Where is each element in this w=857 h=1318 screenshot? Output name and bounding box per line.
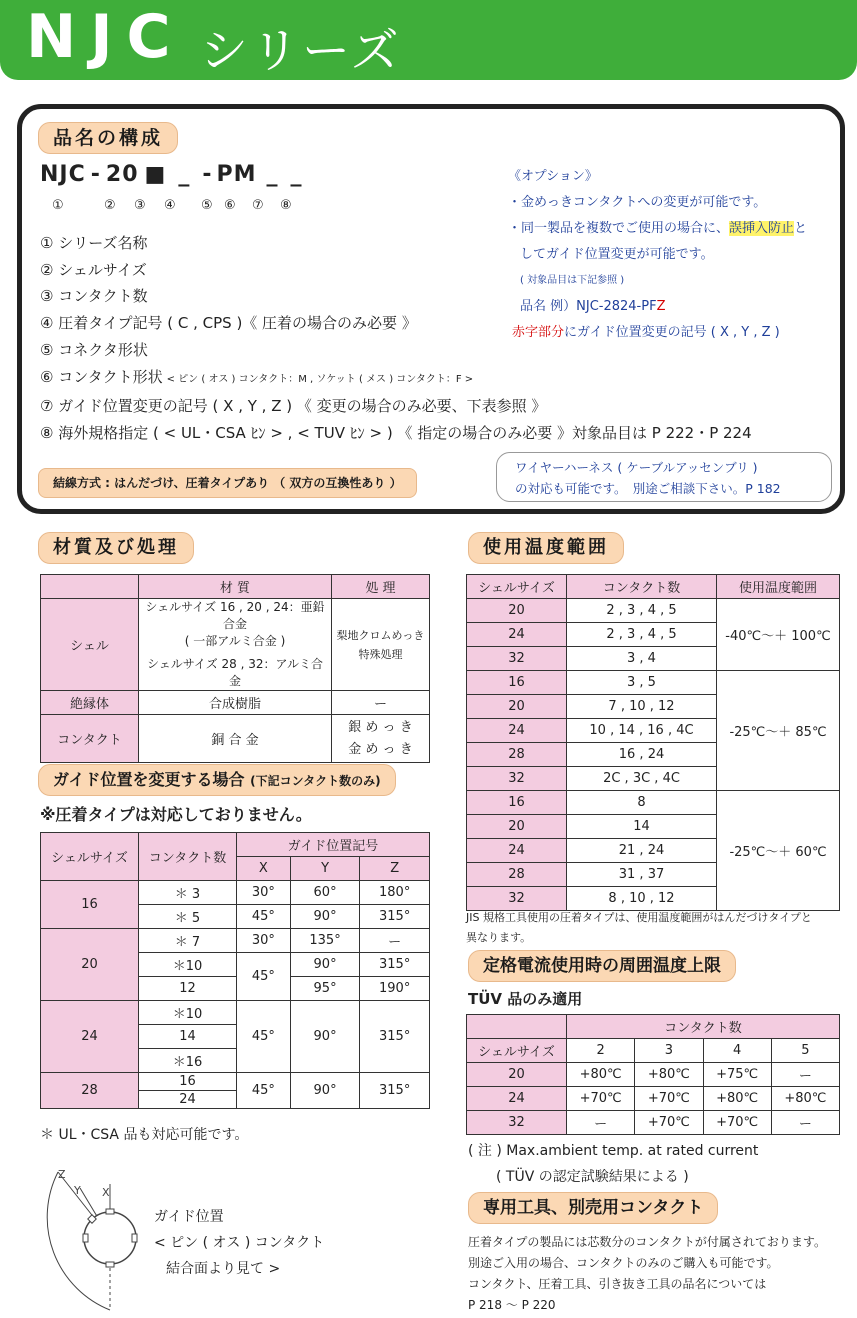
circled-7: ⑦ [252, 198, 264, 213]
diagram-caption: ガイド位置 < ピン ( オス ) コンタクト 結合面より見て > [154, 1209, 325, 1277]
rated-note: ( 注 ) Max.ambient temp. at rated current ( TÜV の認定試験結果による ) [468, 1143, 759, 1185]
code-contacts: ■ [144, 162, 167, 187]
code-standard: _ [290, 162, 303, 187]
temperature-title: 使用温度範囲 [468, 532, 624, 564]
harness-box [496, 452, 832, 502]
naming-item-4: ④ 圧着タイプ記号 ( C , CPS )《 圧着の場合のみ必要 》 [40, 314, 417, 333]
harness-line-2: の対応も可能です。 別途ご相談下さい。P 182 [515, 481, 781, 496]
code-guide: _ [266, 162, 279, 187]
guide-title: ガイド位置を変更する場合 (下記コンタクト数のみ) [38, 764, 396, 796]
series-kana: シリーズ [200, 23, 402, 79]
option-title: 《オプション》 [508, 169, 598, 184]
wiring-method: 結線方式 : はんだづけ、圧着タイプあり （ 双方の互換性あり ） [38, 468, 417, 498]
temperature-table: シェルサイズ コンタクト数 使用温度範囲 20 2 , 3 , 4 , 5 -40℃～＋ 100℃ 24 2 , 3 , 4 , 5 32 3 , 4 16 3 , 5 -25℃～＋ 85℃ 20 7 , 10 , 12 24 10 , 14 , 16 , 4C 28 16 , 24 32 2C , 3C , 4C 16 8 -25℃～＋ 60℃ 20 14 24 21 , 24 28 31 , 37 32 8 , 10 , 12 [466, 574, 840, 911]
label-z: Z [58, 1168, 66, 1181]
material-table: 材 質 処 理 シェル シェルサイズ 16 , 20 , 24：亜鉛合金 ( 一部アルミ合金 ) シェルサイズ 28 , 32：アルミ合金 梨地クロムめっき 特殊処理 絶縁体 合成樹脂 ー コンタクト 銅 合 金 銀 め っ き 金 め っ き [40, 574, 430, 763]
tools-text: 圧着タイプの製品には芯数分のコンタクトが付属されております。 別途ご入用の場合、コンタクトのみのご購入も可能です。 コンタクト、圧着工具、引き抜き工具の品名については P 218 ～ P 220 [468, 1235, 826, 1312]
circled-5: ⑤ [201, 198, 213, 213]
option-example: 品名 例）NJC-2824-PFZ [520, 299, 666, 314]
naming-item-3: ③ コンタクト数 [40, 287, 148, 306]
circled-1: ① [52, 198, 64, 213]
options [508, 164, 807, 346]
naming-title: 品名の構成 [38, 122, 178, 154]
code-dash-1: - [90, 162, 101, 187]
option-3: してガイド位置変更が可能です。 [520, 247, 714, 262]
naming-item-2: ② シェルサイズ [40, 260, 147, 279]
option-2: ・同一製品を複数でご使用の場合に、誤挿入防止と [508, 221, 808, 236]
circled-4: ④ [164, 198, 176, 213]
label-y: Y [74, 1184, 81, 1197]
naming-item-6: ⑥ コンタクト形状 < ピン ( オス ) コンタクト：M , ソケット ( メス ) コンタクト：F > [40, 367, 474, 386]
material-title: 材質及び処理 [38, 532, 194, 564]
rated-subtitle: TÜV 品のみ適用 [468, 990, 583, 1008]
code-crimp: _ [178, 162, 191, 187]
option-4: ( 対象品目は下記参照 ) [520, 275, 625, 286]
label-x: X [102, 1186, 110, 1199]
guide-footnote: ＊ UL・CSA 品も対応可能です。 [40, 1127, 249, 1143]
series-banner [0, 0, 857, 80]
option-highlight: 誤挿入防止 [729, 221, 795, 236]
code-shape: P [216, 162, 234, 187]
code-shell: 20 [105, 162, 139, 187]
code-series: NJC [40, 162, 86, 187]
series-abbr: NJC [26, 2, 185, 72]
naming-item-7: ⑦ ガイド位置変更の記号 ( X , Y , Z ) 《 変更の場合のみ必要、下表参照 》 [40, 397, 547, 416]
temperature-note: JIS 規格工具使用の圧着タイプは、使用温度範囲がはんだづけタイプと 異なります。 [466, 911, 812, 944]
guide-position-diagram [40, 1160, 155, 1315]
rated-table: コンタクト数 シェルサイズ 2 3 4 5 20 +80℃ +80℃ +75℃ ー 24 +70℃ +70℃ +80℃ +80℃ 32 ー +70℃ +70℃ ー [466, 1014, 840, 1135]
naming-item-5: ⑤ コネクタ形状 [40, 340, 148, 359]
guide-table: シェルサイズ コンタクト数 ガイド位置記号 X Y Z 16 ＊ 3 30° 60° 180° ＊ 5 45° 90° 315° 20 ＊ 7 30° 135° ー ＊10 45° 90° 315° 12 95° 190° 24 ＊10 45° 90° 315° 14 ＊16 28 16 45° 90° 315° 24 [40, 832, 430, 1109]
code-contact-type: M [233, 162, 257, 187]
naming-item-1: ① シリーズ名称 [40, 234, 148, 252]
option-1: ・金めっきコンタクトへの変更が可能です。 [508, 195, 767, 210]
option-red-note: 赤字部分にガイド位置変更の記号 ( X , Y , Z ) [512, 325, 780, 340]
tools-title: 専用工具、別売用コンタクト [468, 1192, 718, 1224]
circled-3: ③ [134, 198, 146, 213]
circled-8: ⑧ [280, 198, 292, 213]
circled-6: ⑥ [224, 198, 236, 213]
circled-2: ② [104, 198, 116, 213]
harness-line-1: ワイヤーハーネス ( ケーブルアッセンブリ ) [515, 460, 758, 475]
part-code [40, 162, 302, 187]
naming-item-8: ⑧ 海外規格指定 ( < UL・CSA ﾋﾝ > , < TUV ﾋﾝ > ) 《 指定の場合のみ必要 》対象品目は P 222・P 224 [40, 423, 752, 442]
rated-title: 定格電流使用時の周囲温度上限 [468, 950, 736, 982]
code-dash-2: - [202, 162, 213, 187]
guide-note: ※圧着タイプは対応しておりません。 [40, 805, 312, 824]
